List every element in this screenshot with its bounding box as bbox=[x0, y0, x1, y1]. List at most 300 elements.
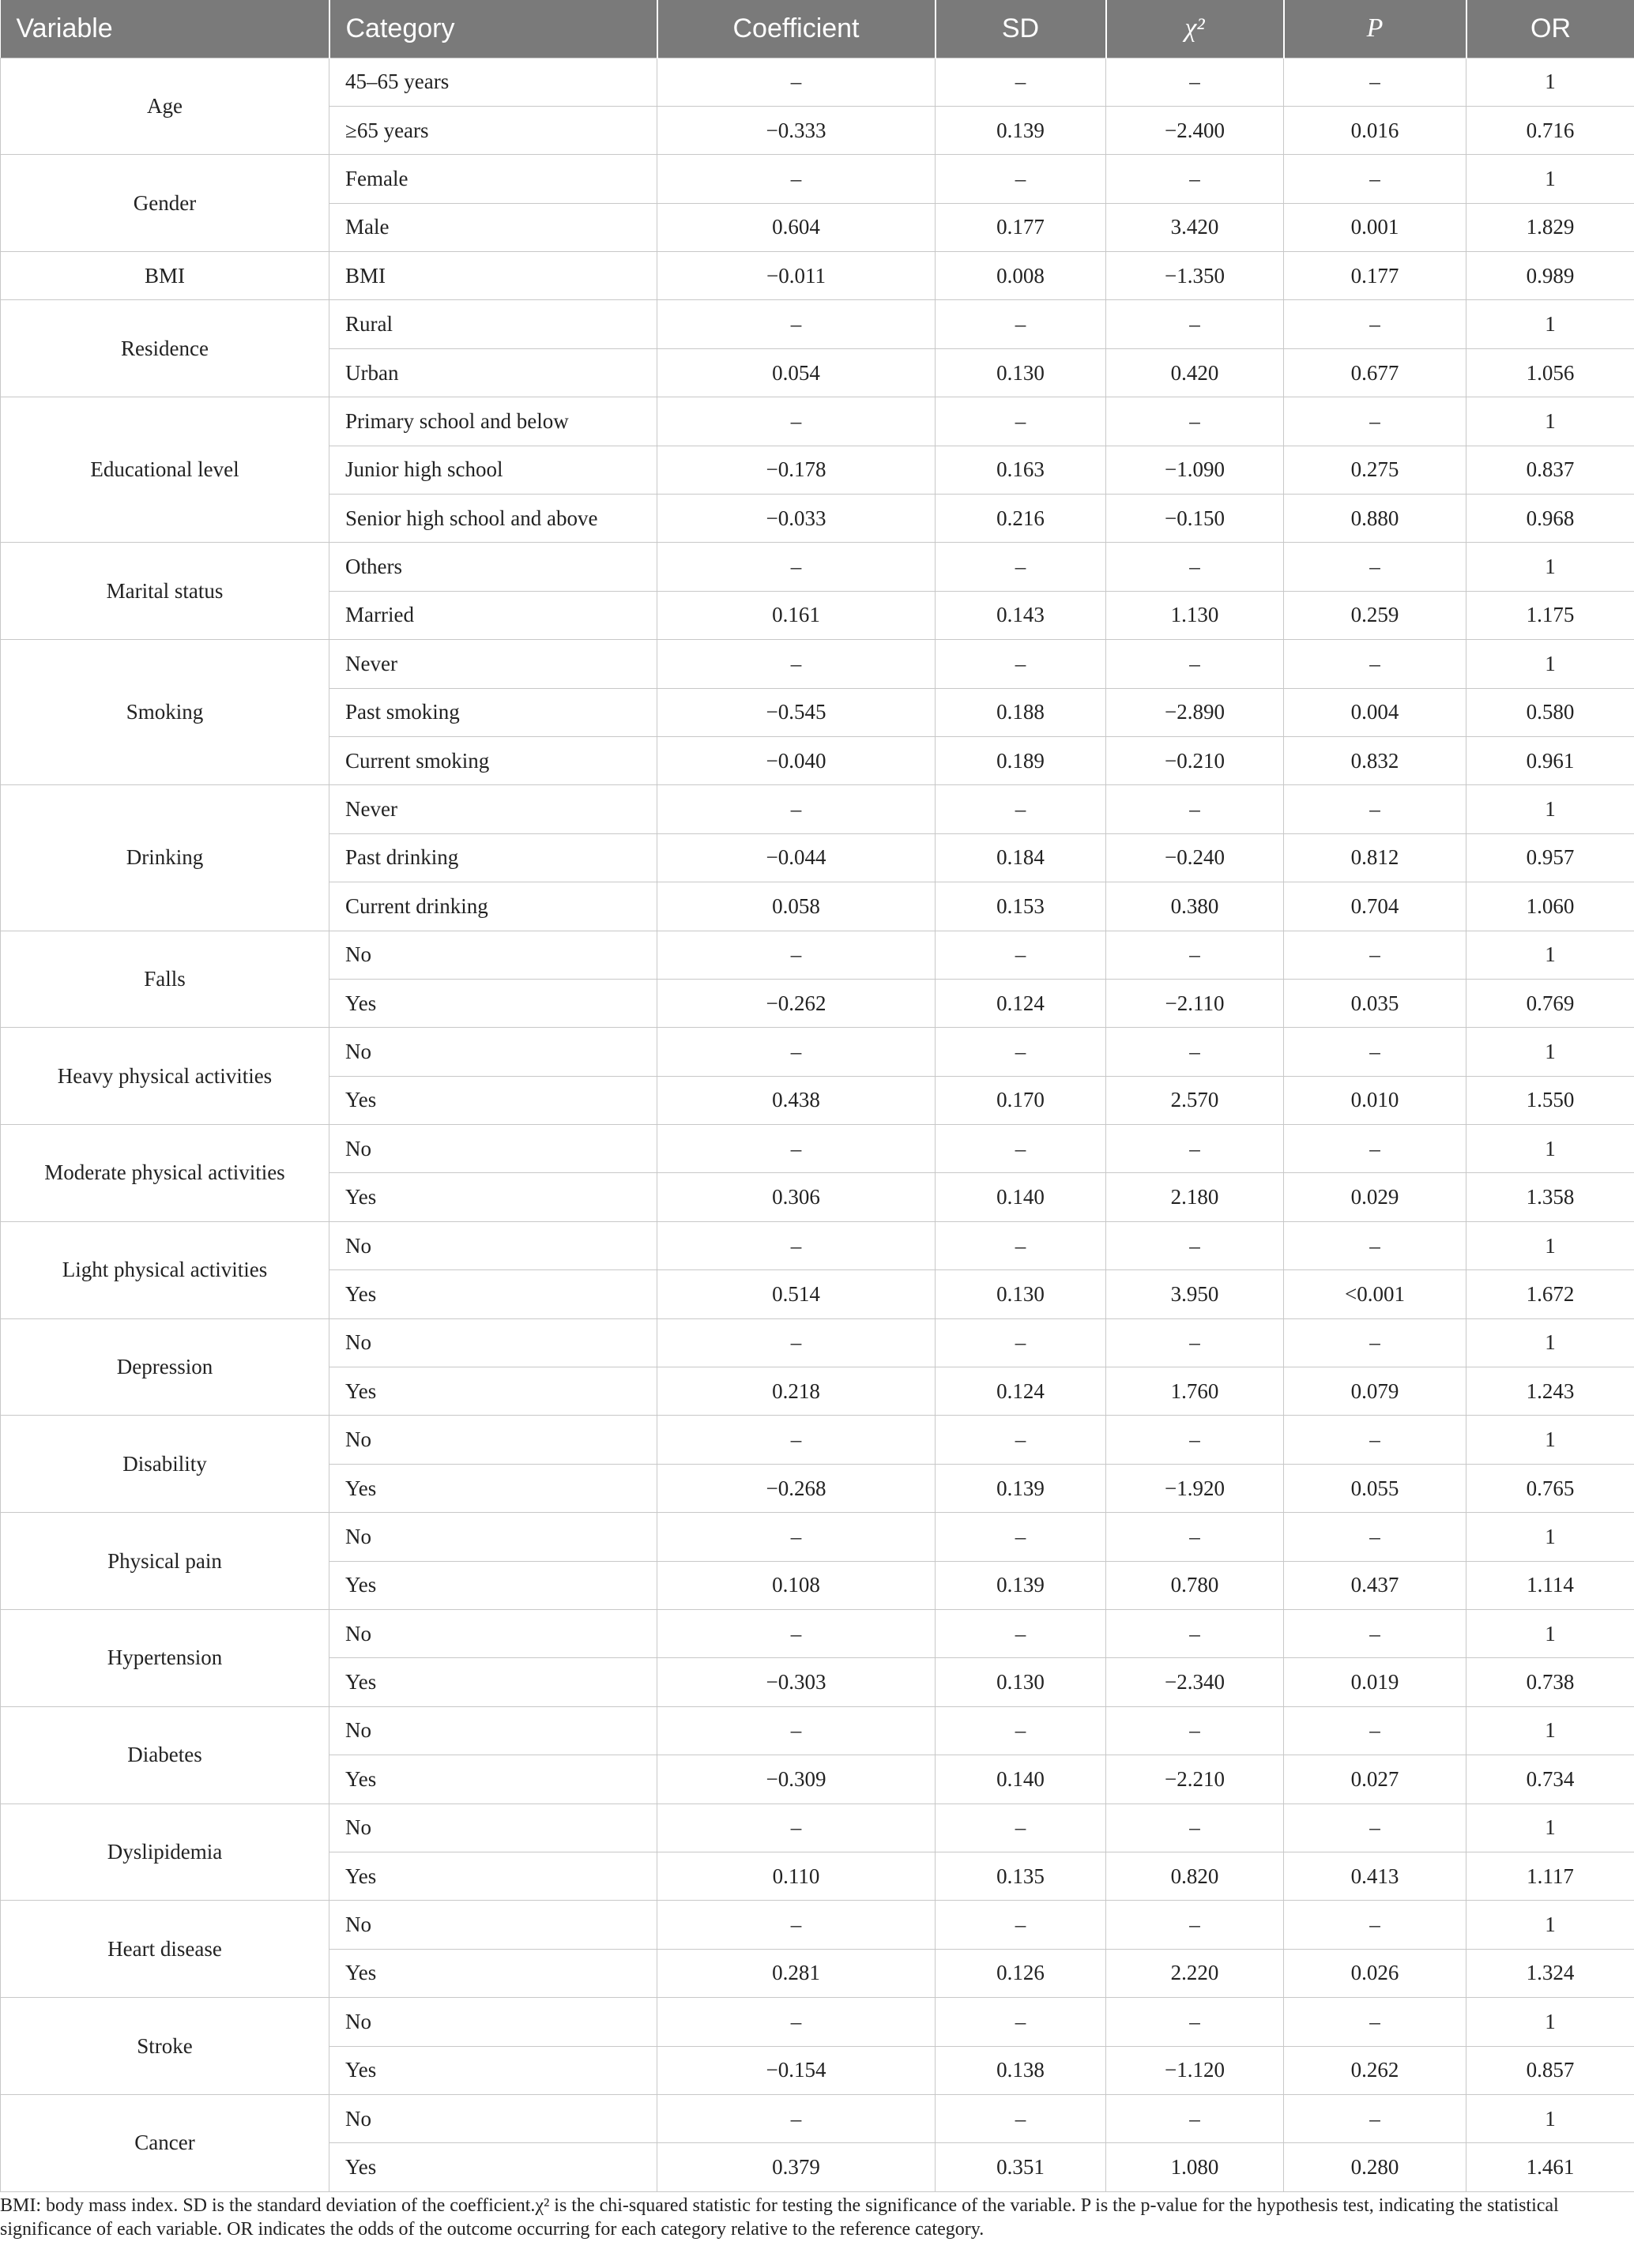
p-value-cell: 0.177 bbox=[1284, 252, 1466, 300]
category-cell: BMI bbox=[329, 252, 657, 300]
coefficient-cell: – bbox=[657, 640, 936, 688]
table-row bbox=[1, 1610, 1634, 1658]
sd-cell: – bbox=[936, 300, 1106, 348]
or-cell: 1.672 bbox=[1466, 1270, 1634, 1318]
chi-squared-cell: – bbox=[1106, 1028, 1284, 1076]
coefficient-cell: – bbox=[657, 1416, 936, 1464]
p-value-cell: – bbox=[1284, 785, 1466, 833]
or-cell: 1.117 bbox=[1466, 1852, 1634, 1900]
category-cell: Current smoking bbox=[329, 736, 657, 784]
chi-squared-cell: −0.150 bbox=[1106, 495, 1284, 543]
or-cell: 0.769 bbox=[1466, 979, 1634, 1027]
sd-cell: 0.177 bbox=[936, 203, 1106, 251]
coefficient-cell: – bbox=[657, 2094, 936, 2142]
table-header bbox=[1, 0, 1634, 58]
p-value-cell: – bbox=[1284, 1221, 1466, 1269]
or-cell: 0.957 bbox=[1466, 833, 1634, 882]
header-coefficient: Coefficient bbox=[657, 0, 936, 58]
sd-cell: – bbox=[936, 1610, 1106, 1658]
coefficient-cell: – bbox=[657, 58, 936, 106]
or-cell: 1.056 bbox=[1466, 348, 1634, 397]
p-value-cell: – bbox=[1284, 1318, 1466, 1367]
variable-cell: Light physical activities bbox=[1, 1221, 329, 1318]
p-value-cell: 0.019 bbox=[1284, 1658, 1466, 1706]
category-cell: No bbox=[329, 1416, 657, 1464]
sd-cell: – bbox=[936, 2094, 1106, 2142]
category-cell: Yes bbox=[329, 2143, 657, 2191]
coefficient-cell: 0.379 bbox=[657, 2143, 936, 2191]
chi-squared-cell: – bbox=[1106, 1416, 1284, 1464]
coefficient-cell: – bbox=[657, 1998, 936, 2046]
coefficient-cell: 0.438 bbox=[657, 1076, 936, 1124]
category-cell: No bbox=[329, 1706, 657, 1755]
header-p: P bbox=[1284, 0, 1466, 58]
sd-cell: 0.130 bbox=[936, 1270, 1106, 1318]
category-cell: Yes bbox=[329, 1270, 657, 1318]
p-value-cell: – bbox=[1284, 2094, 1466, 2142]
or-cell: 1 bbox=[1466, 1513, 1634, 1561]
sd-cell: 0.130 bbox=[936, 1658, 1106, 1706]
chi-squared-cell: – bbox=[1106, 1513, 1284, 1561]
chi-squared-cell: −1.120 bbox=[1106, 2046, 1284, 2094]
or-cell: 1 bbox=[1466, 1125, 1634, 1173]
chi-squared-cell: −2.400 bbox=[1106, 106, 1284, 154]
or-cell: 0.765 bbox=[1466, 1464, 1634, 1512]
category-cell: No bbox=[329, 1998, 657, 2046]
p-value-cell: – bbox=[1284, 1028, 1466, 1076]
chi-squared-cell: −2.210 bbox=[1106, 1755, 1284, 1803]
or-cell: 1 bbox=[1466, 1318, 1634, 1367]
or-cell: 1 bbox=[1466, 1901, 1634, 1949]
chi-squared-cell: – bbox=[1106, 1125, 1284, 1173]
coefficient-cell: −0.033 bbox=[657, 495, 936, 543]
chi-squared-cell: – bbox=[1106, 1901, 1284, 1949]
category-cell: No bbox=[329, 1221, 657, 1269]
category-cell: No bbox=[329, 1803, 657, 1852]
header-sd: SD bbox=[936, 0, 1106, 58]
coefficient-cell: – bbox=[657, 543, 936, 591]
category-cell: Married bbox=[329, 591, 657, 639]
chi-squared-cell: – bbox=[1106, 300, 1284, 348]
p-value-cell: – bbox=[1284, 1901, 1466, 1949]
chi-squared-cell: −1.090 bbox=[1106, 446, 1284, 494]
or-cell: 1.461 bbox=[1466, 2143, 1634, 2191]
p-value-cell: 0.026 bbox=[1284, 1949, 1466, 1997]
variable-cell: Hypertension bbox=[1, 1610, 329, 1707]
variable-cell: Cancer bbox=[1, 2094, 329, 2191]
category-cell: Male bbox=[329, 203, 657, 251]
header-category: Category bbox=[329, 0, 657, 58]
or-cell: 1 bbox=[1466, 1998, 1634, 2046]
p-value-cell: 0.029 bbox=[1284, 1173, 1466, 1221]
category-cell: Urban bbox=[329, 348, 657, 397]
sd-cell: – bbox=[936, 1221, 1106, 1269]
or-cell: 1.829 bbox=[1466, 203, 1634, 251]
coefficient-cell: 0.054 bbox=[657, 348, 936, 397]
table-row bbox=[1, 252, 1634, 300]
sd-cell: – bbox=[936, 785, 1106, 833]
coefficient-cell: – bbox=[657, 300, 936, 348]
p-value-cell: 0.079 bbox=[1284, 1367, 1466, 1416]
header-variable: Variable bbox=[1, 0, 329, 58]
or-cell: 1 bbox=[1466, 2094, 1634, 2142]
category-cell: Others bbox=[329, 543, 657, 591]
chi-squared-cell: – bbox=[1106, 1706, 1284, 1755]
variable-cell: Marital status bbox=[1, 543, 329, 640]
or-cell: 1 bbox=[1466, 1803, 1634, 1852]
table-row bbox=[1, 397, 1634, 446]
or-cell: 1.060 bbox=[1466, 882, 1634, 931]
or-cell: 0.968 bbox=[1466, 495, 1634, 543]
table-row bbox=[1, 1125, 1634, 1173]
category-cell: Yes bbox=[329, 979, 657, 1027]
table-row bbox=[1, 1803, 1634, 1852]
p-value-cell: – bbox=[1284, 1513, 1466, 1561]
chi-squared-cell: 1.080 bbox=[1106, 2143, 1284, 2191]
coefficient-cell: −0.040 bbox=[657, 736, 936, 784]
category-cell: Yes bbox=[329, 1852, 657, 1900]
coefficient-cell: 0.306 bbox=[657, 1173, 936, 1221]
category-cell: Past drinking bbox=[329, 833, 657, 882]
category-cell: No bbox=[329, 2094, 657, 2142]
or-cell: 1 bbox=[1466, 155, 1634, 203]
coefficient-cell: – bbox=[657, 1610, 936, 1658]
sd-cell: 0.135 bbox=[936, 1852, 1106, 1900]
table-row bbox=[1, 1028, 1634, 1076]
p-value-cell: 0.055 bbox=[1284, 1464, 1466, 1512]
coefficient-cell: 0.110 bbox=[657, 1852, 936, 1900]
coefficient-cell: – bbox=[657, 1803, 936, 1852]
category-cell: No bbox=[329, 1610, 657, 1658]
category-cell: Yes bbox=[329, 1561, 657, 1609]
chi-squared-cell: – bbox=[1106, 155, 1284, 203]
coefficient-cell: – bbox=[657, 1028, 936, 1076]
table-row bbox=[1, 2094, 1634, 2142]
variable-cell: Age bbox=[1, 58, 329, 155]
chi-squared-cell: 3.950 bbox=[1106, 1270, 1284, 1318]
or-cell: 1 bbox=[1466, 397, 1634, 446]
p-value-cell: – bbox=[1284, 640, 1466, 688]
category-cell: Rural bbox=[329, 300, 657, 348]
p-value-cell: 0.001 bbox=[1284, 203, 1466, 251]
sd-cell: – bbox=[936, 1513, 1106, 1561]
coefficient-cell: 0.161 bbox=[657, 591, 936, 639]
category-cell: Yes bbox=[329, 1076, 657, 1124]
table-row bbox=[1, 785, 1634, 833]
sd-cell: 0.153 bbox=[936, 882, 1106, 931]
sd-cell: – bbox=[936, 1706, 1106, 1755]
sd-cell: 0.124 bbox=[936, 979, 1106, 1027]
coefficient-cell: −0.545 bbox=[657, 688, 936, 736]
category-cell: Never bbox=[329, 785, 657, 833]
coefficient-cell: −0.178 bbox=[657, 446, 936, 494]
chi-squared-cell: – bbox=[1106, 931, 1284, 979]
category-cell: Primary school and below bbox=[329, 397, 657, 446]
variable-cell: Educational level bbox=[1, 397, 329, 543]
chi-squared-cell: – bbox=[1106, 1998, 1284, 2046]
sd-cell: – bbox=[936, 931, 1106, 979]
table-row bbox=[1, 1706, 1634, 1755]
coefficient-cell: −0.154 bbox=[657, 2046, 936, 2094]
sd-cell: 0.124 bbox=[936, 1367, 1106, 1416]
variable-cell: Heavy physical activities bbox=[1, 1028, 329, 1125]
or-cell: 1.175 bbox=[1466, 591, 1634, 639]
category-cell: Past smoking bbox=[329, 688, 657, 736]
p-value-cell: – bbox=[1284, 58, 1466, 106]
or-cell: 0.989 bbox=[1466, 252, 1634, 300]
or-cell: 1 bbox=[1466, 1706, 1634, 1755]
coefficient-cell: 0.281 bbox=[657, 1949, 936, 1997]
category-cell: Yes bbox=[329, 1367, 657, 1416]
table-row bbox=[1, 155, 1634, 203]
coefficient-cell: −0.309 bbox=[657, 1755, 936, 1803]
table-row bbox=[1, 300, 1634, 348]
category-cell: No bbox=[329, 1513, 657, 1561]
chi-squared-cell: – bbox=[1106, 543, 1284, 591]
or-cell: 1 bbox=[1466, 1221, 1634, 1269]
p-value-cell: 0.832 bbox=[1284, 736, 1466, 784]
table-row bbox=[1, 1998, 1634, 2046]
category-cell: No bbox=[329, 1318, 657, 1367]
p-value-cell: – bbox=[1284, 300, 1466, 348]
or-cell: 1 bbox=[1466, 1416, 1634, 1464]
table-row bbox=[1, 543, 1634, 591]
or-cell: 0.837 bbox=[1466, 446, 1634, 494]
p-value-cell: 0.704 bbox=[1284, 882, 1466, 931]
sd-cell: – bbox=[936, 640, 1106, 688]
p-value-cell: – bbox=[1284, 543, 1466, 591]
or-cell: 1.114 bbox=[1466, 1561, 1634, 1609]
chi-squared-cell: −1.920 bbox=[1106, 1464, 1284, 1512]
sd-cell: 0.140 bbox=[936, 1755, 1106, 1803]
coefficient-cell: – bbox=[657, 1706, 936, 1755]
variable-cell: Physical pain bbox=[1, 1513, 329, 1610]
p-value-cell: 0.812 bbox=[1284, 833, 1466, 882]
coefficient-cell: −0.333 bbox=[657, 106, 936, 154]
coefficient-cell: – bbox=[657, 1901, 936, 1949]
or-cell: 0.857 bbox=[1466, 2046, 1634, 2094]
p-value-cell: 0.035 bbox=[1284, 979, 1466, 1027]
sd-cell: 0.130 bbox=[936, 348, 1106, 397]
coefficient-cell: 0.108 bbox=[657, 1561, 936, 1609]
sd-cell: – bbox=[936, 397, 1106, 446]
chi-squared-cell: – bbox=[1106, 2094, 1284, 2142]
coefficient-cell: – bbox=[657, 1221, 936, 1269]
coefficient-cell: – bbox=[657, 397, 936, 446]
p-value-cell: – bbox=[1284, 1125, 1466, 1173]
p-value-cell: <0.001 bbox=[1284, 1270, 1466, 1318]
sd-cell: – bbox=[936, 1028, 1106, 1076]
sd-cell: 0.139 bbox=[936, 106, 1106, 154]
or-cell: 1.358 bbox=[1466, 1173, 1634, 1221]
chi-squared-cell: −2.340 bbox=[1106, 1658, 1284, 1706]
table-row bbox=[1, 931, 1634, 979]
coefficient-cell: – bbox=[657, 931, 936, 979]
category-cell: Junior high school bbox=[329, 446, 657, 494]
or-cell: 1 bbox=[1466, 640, 1634, 688]
or-cell: 1 bbox=[1466, 1610, 1634, 1658]
variable-cell: Residence bbox=[1, 300, 329, 397]
p-value-cell: 0.280 bbox=[1284, 2143, 1466, 2191]
sd-cell: – bbox=[936, 58, 1106, 106]
category-cell: No bbox=[329, 1901, 657, 1949]
category-cell: Current drinking bbox=[329, 882, 657, 931]
variable-cell: Falls bbox=[1, 931, 329, 1028]
sd-cell: – bbox=[936, 1125, 1106, 1173]
sd-cell: 0.163 bbox=[936, 446, 1106, 494]
chi-squared-cell: 0.380 bbox=[1106, 882, 1284, 931]
chi-squared-cell: – bbox=[1106, 1318, 1284, 1367]
category-cell: No bbox=[329, 931, 657, 979]
p-value-cell: 0.413 bbox=[1284, 1852, 1466, 1900]
sd-cell: – bbox=[936, 1998, 1106, 2046]
p-value-cell: 0.275 bbox=[1284, 446, 1466, 494]
coefficient-cell: 0.604 bbox=[657, 203, 936, 251]
table-row bbox=[1, 1318, 1634, 1367]
p-value-cell: – bbox=[1284, 397, 1466, 446]
category-cell: No bbox=[329, 1028, 657, 1076]
p-value-cell: 0.437 bbox=[1284, 1561, 1466, 1609]
sd-cell: – bbox=[936, 1901, 1106, 1949]
sd-cell: 0.139 bbox=[936, 1561, 1106, 1609]
chi-squared-cell: 0.820 bbox=[1106, 1852, 1284, 1900]
or-cell: 0.716 bbox=[1466, 106, 1634, 154]
sd-cell: 0.351 bbox=[936, 2143, 1106, 2191]
category-cell: Yes bbox=[329, 1755, 657, 1803]
variable-cell: Dyslipidemia bbox=[1, 1803, 329, 1901]
category-cell: Yes bbox=[329, 1173, 657, 1221]
sd-cell: 0.138 bbox=[936, 2046, 1106, 2094]
table-row bbox=[1, 1416, 1634, 1464]
p-value-cell: 0.880 bbox=[1284, 495, 1466, 543]
p-value-cell: – bbox=[1284, 1610, 1466, 1658]
p-value-cell: 0.016 bbox=[1284, 106, 1466, 154]
chi-squared-cell: – bbox=[1106, 1221, 1284, 1269]
or-cell: 0.738 bbox=[1466, 1658, 1634, 1706]
p-value-cell: 0.259 bbox=[1284, 591, 1466, 639]
or-cell: 1.243 bbox=[1466, 1367, 1634, 1416]
variable-cell: Diabetes bbox=[1, 1706, 329, 1803]
p-value-cell: 0.010 bbox=[1284, 1076, 1466, 1124]
chi-squared-cell: −0.240 bbox=[1106, 833, 1284, 882]
variable-cell: Smoking bbox=[1, 640, 329, 785]
coefficient-cell: −0.044 bbox=[657, 833, 936, 882]
p-value-cell: – bbox=[1284, 1998, 1466, 2046]
or-cell: 1.550 bbox=[1466, 1076, 1634, 1124]
header-chi-squared: χ² bbox=[1106, 0, 1284, 58]
sd-cell: 0.008 bbox=[936, 252, 1106, 300]
sd-cell: – bbox=[936, 1416, 1106, 1464]
or-cell: 1 bbox=[1466, 785, 1634, 833]
coefficient-cell: – bbox=[657, 1125, 936, 1173]
variable-cell: Gender bbox=[1, 155, 329, 252]
sd-cell: 0.184 bbox=[936, 833, 1106, 882]
coefficient-cell: −0.268 bbox=[657, 1464, 936, 1512]
chi-squared-cell: 2.220 bbox=[1106, 1949, 1284, 1997]
category-cell: ≥65 years bbox=[329, 106, 657, 154]
sd-cell: 0.143 bbox=[936, 591, 1106, 639]
chi-squared-cell: – bbox=[1106, 1803, 1284, 1852]
or-cell: 1 bbox=[1466, 58, 1634, 106]
sd-cell: – bbox=[936, 1318, 1106, 1367]
or-cell: 1 bbox=[1466, 931, 1634, 979]
chi-squared-cell: – bbox=[1106, 1610, 1284, 1658]
sd-cell: – bbox=[936, 543, 1106, 591]
coefficient-cell: – bbox=[657, 155, 936, 203]
category-cell: Yes bbox=[329, 1464, 657, 1512]
sd-cell: 0.189 bbox=[936, 736, 1106, 784]
category-cell: Yes bbox=[329, 2046, 657, 2094]
sd-cell: 0.216 bbox=[936, 495, 1106, 543]
sd-cell: 0.170 bbox=[936, 1076, 1106, 1124]
p-value-cell: – bbox=[1284, 931, 1466, 979]
or-cell: 0.734 bbox=[1466, 1755, 1634, 1803]
header-or: OR bbox=[1466, 0, 1634, 58]
category-cell: Yes bbox=[329, 1949, 657, 1997]
chi-squared-cell: – bbox=[1106, 785, 1284, 833]
table-body bbox=[1, 58, 1634, 2191]
variable-cell: Moderate physical activities bbox=[1, 1125, 329, 1222]
chi-squared-cell: −2.110 bbox=[1106, 979, 1284, 1027]
table-footnote: BMI: body mass index. SD is the standard deviation of the coefficient.χ² is the chi-squared statistic for testing the significance of the variable. P is the p-value for the hypothesis test, indicating the statistical significance of each variable. OR indicates the odds of the outcome occurring for each category relative to the reference category. bbox=[0, 2195, 1559, 2240]
p-value-cell: – bbox=[1284, 1416, 1466, 1464]
sd-cell: 0.126 bbox=[936, 1949, 1106, 1997]
or-cell: 1 bbox=[1466, 1028, 1634, 1076]
p-value-cell: 0.677 bbox=[1284, 348, 1466, 397]
variable-cell: Disability bbox=[1, 1416, 329, 1513]
or-cell: 0.580 bbox=[1466, 688, 1634, 736]
sd-cell: 0.188 bbox=[936, 688, 1106, 736]
variable-cell: Heart disease bbox=[1, 1901, 329, 1998]
p-value-cell: 0.027 bbox=[1284, 1755, 1466, 1803]
category-cell: Never bbox=[329, 640, 657, 688]
or-cell: 1 bbox=[1466, 543, 1634, 591]
or-cell: 1 bbox=[1466, 300, 1634, 348]
coefficient-cell: 0.218 bbox=[657, 1367, 936, 1416]
coefficient-cell: 0.058 bbox=[657, 882, 936, 931]
coefficient-cell: – bbox=[657, 1513, 936, 1561]
chi-squared-cell: – bbox=[1106, 397, 1284, 446]
or-cell: 0.961 bbox=[1466, 736, 1634, 784]
chi-squared-cell: 3.420 bbox=[1106, 203, 1284, 251]
category-cell: No bbox=[329, 1125, 657, 1173]
coefficient-cell: −0.262 bbox=[657, 979, 936, 1027]
coefficient-cell: −0.011 bbox=[657, 252, 936, 300]
coefficient-cell: 0.514 bbox=[657, 1270, 936, 1318]
table-row bbox=[1, 58, 1634, 106]
chi-squared-cell: 1.130 bbox=[1106, 591, 1284, 639]
coefficient-cell: −0.303 bbox=[657, 1658, 936, 1706]
p-value-cell: 0.262 bbox=[1284, 2046, 1466, 2094]
category-cell: Senior high school and above bbox=[329, 495, 657, 543]
variable-cell: Drinking bbox=[1, 785, 329, 931]
p-value-cell: – bbox=[1284, 155, 1466, 203]
variable-cell: BMI bbox=[1, 252, 329, 300]
chi-squared-cell: 0.420 bbox=[1106, 348, 1284, 397]
p-value-cell: – bbox=[1284, 1706, 1466, 1755]
category-cell: Yes bbox=[329, 1658, 657, 1706]
chi-squared-cell: 2.180 bbox=[1106, 1173, 1284, 1221]
chi-squared-cell: 0.780 bbox=[1106, 1561, 1284, 1609]
or-cell: 1.324 bbox=[1466, 1949, 1634, 1997]
variable-cell: Depression bbox=[1, 1318, 329, 1416]
sd-cell: – bbox=[936, 155, 1106, 203]
coefficient-cell: – bbox=[657, 785, 936, 833]
coefficient-cell: – bbox=[657, 1318, 936, 1367]
chi-squared-cell: −0.210 bbox=[1106, 736, 1284, 784]
p-value-cell: – bbox=[1284, 1803, 1466, 1852]
sd-cell: 0.140 bbox=[936, 1173, 1106, 1221]
